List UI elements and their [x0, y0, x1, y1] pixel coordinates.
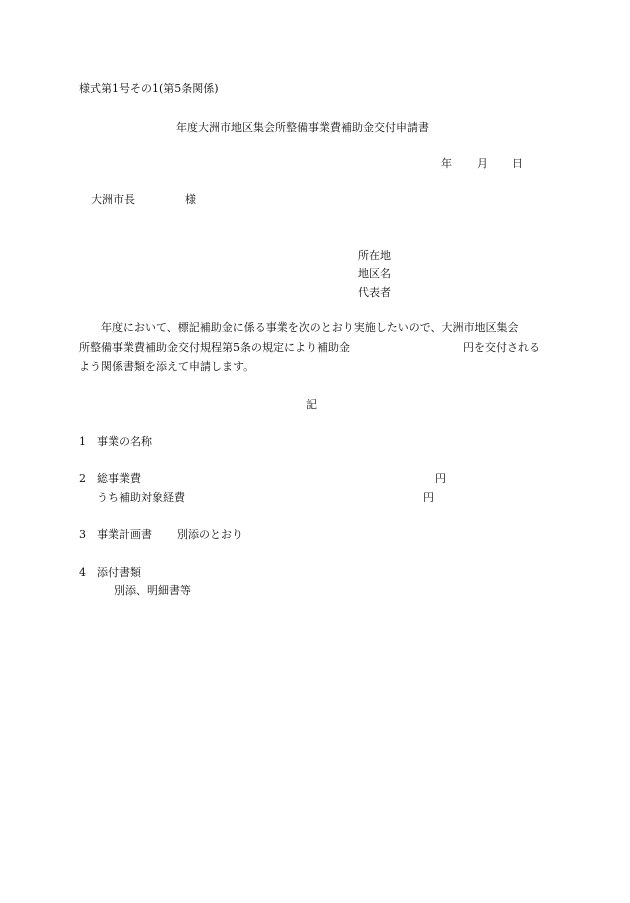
- form-number: 様式第1号その1(第5条関係): [79, 82, 219, 95]
- body-line-3: よう関係書類を添えて申請します。: [79, 360, 255, 373]
- date-year-label: 年: [441, 157, 452, 170]
- addressee-honorific: 様: [185, 193, 196, 206]
- item-1-number: 1: [79, 435, 86, 448]
- body-line-1: 年度において、標記補助金に係る事業を次のとおり実施したいので、大洲市地区集会: [79, 321, 519, 334]
- applicant-address-label: 所在地: [358, 249, 391, 262]
- item-4-detail: 別添、明細書等: [114, 584, 191, 597]
- document-title: 年度大洲市地区集会所整備事業費補助金交付申請書: [176, 121, 429, 134]
- item-3-note: 別添のとおり: [177, 528, 243, 541]
- item-2-sub-unit: 円: [423, 491, 434, 504]
- item-3-number: 3: [79, 528, 86, 541]
- item-3-label: 事業計画書: [97, 528, 152, 541]
- date-day-label: 日: [512, 157, 523, 170]
- ki-heading: 記: [306, 398, 317, 411]
- date-month-label: 月: [477, 157, 488, 170]
- applicant-representative-label: 代表者: [358, 286, 391, 299]
- addressee-name: 大洲市長: [91, 193, 135, 206]
- body-line-2-start: 所整備事業費補助金交付規程第5条の規定により補助金: [79, 341, 350, 354]
- item-2-number: 2: [79, 472, 86, 485]
- item-2-unit: 円: [435, 472, 446, 485]
- item-4-label: 添付書類: [97, 566, 141, 579]
- item-1-label: 事業の名称: [97, 435, 152, 448]
- item-2-sub-label: うち補助対象経費: [97, 491, 185, 504]
- item-2-label: 総事業費: [97, 472, 141, 485]
- applicant-district-label: 地区名: [358, 267, 391, 280]
- body-line-2-end: 円を交付される: [463, 341, 540, 354]
- item-4-number: 4: [79, 566, 86, 579]
